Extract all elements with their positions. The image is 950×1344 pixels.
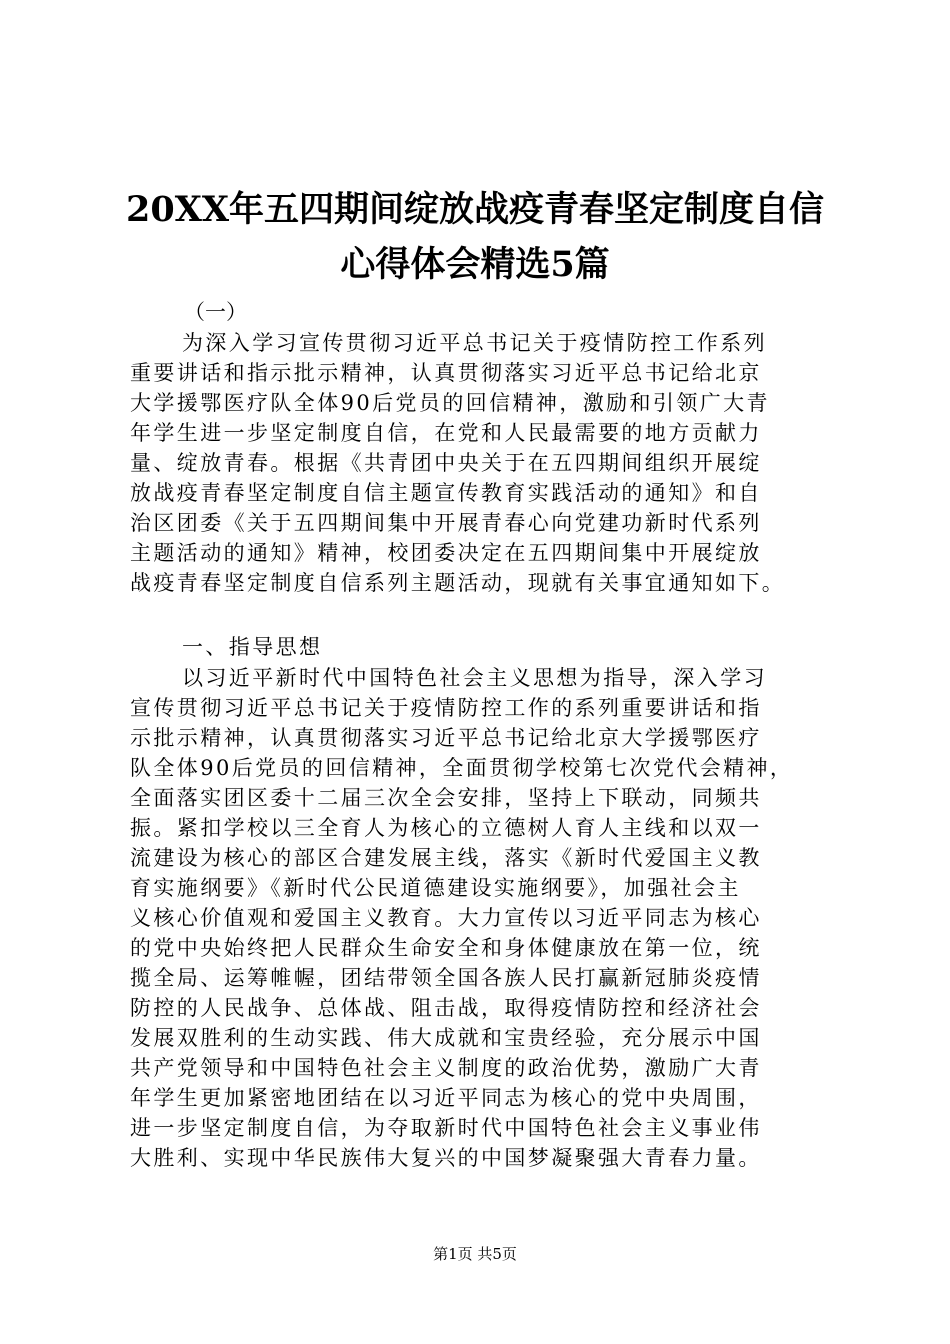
paragraph-line: 量、绽放青春。根据《共青团中央关于在五四期间组织开展绽	[130, 451, 762, 475]
paragraph-line: 进一步坚定制度自信，为夺取新时代中国特色社会主义事业伟	[130, 1116, 762, 1140]
document-title-line-2: 心得体会精选5篇	[340, 244, 610, 285]
section-heading-guiding-ideology: 一、指导思想	[182, 635, 323, 659]
section-marker: （一）	[184, 300, 247, 324]
paragraph-line: 年学生更加紧密地团结在以习近平同志为核心的党中央周围，	[130, 1086, 762, 1110]
paragraph-line: 流建设为核心的部区合建发展主线，落实《新时代爱国主义教	[130, 846, 762, 870]
paragraph-line: 队全体90后党员的回信精神，全面贯彻学校第七次党代会精神，	[130, 756, 794, 780]
paragraph-line: 年学生进一步坚定制度自信，在党和人民最需要的地方贡献力	[130, 421, 762, 445]
paragraph-line: 的党中央始终把人民群众生命安全和身体健康放在第一位，统	[130, 936, 762, 960]
paragraph-line: 主题活动的通知》精神，校团委决定在五四期间集中开展绽放	[130, 541, 762, 565]
paragraph-line: 战疫青春坚定制度自信系列主题活动，现就有关事宜通知如下。	[130, 571, 786, 595]
paragraph-line: 义核心价值观和爱国主义教育。大力宣传以习近平同志为核心	[130, 906, 762, 930]
paragraph-line: 大学援鄂医疗队全体90后党员的回信精神，激励和引领广大青	[130, 391, 770, 415]
paragraph-line: 治区团委《关于五四期间集中开展青春心向党建功新时代系列	[130, 511, 762, 535]
paragraph-line: 以习近平新时代中国特色社会主义思想为指导，深入学习	[182, 666, 767, 690]
paragraph-line: 发展双胜利的生动实践、伟大成就和宝贵经验，充分展示中国	[130, 1026, 762, 1050]
paragraph-guiding-ideology	[130, 663, 850, 1173]
document-title-line-1: 20XX年五四期间绽放战疫青春坚定制度自信	[125, 189, 825, 230]
paragraph-line: 共产党领导和中国特色社会主义制度的政治优势，激励广大青	[130, 1056, 762, 1080]
paragraph-line: 宣传贯彻习近平总书记关于疫情防控工作的系列重要讲话和指	[130, 696, 762, 720]
paragraph-intro	[130, 328, 850, 598]
paragraph-line: 振。紧扣学校以三全育人为核心的立德树人育人主线和以双一	[130, 816, 762, 840]
paragraph-line: 全面落实团区委十二届三次全会安排，坚持上下联动，同频共	[130, 786, 762, 810]
paragraph-line: 示批示精神，认真贯彻落实习近平总书记给北京大学援鄂医疗	[130, 726, 762, 750]
paragraph-line: 育实施纲要》《新时代公民道德建设实施纲要》，加强社会主	[130, 876, 741, 900]
paragraph-line: 防控的人民战争、总体战、阻击战，取得疫情防控和经济社会	[130, 996, 762, 1020]
page-footer: 第1页 共5页	[433, 1245, 517, 1263]
paragraph-line: 揽全局、运筹帷幄，团结带领全国各族人民打赢新冠肺炎疫情	[130, 966, 762, 990]
paragraph-line: 大胜利、实现中华民族伟大复兴的中国梦凝聚强大青春力量。	[130, 1146, 762, 1170]
paragraph-line: 为深入学习宣传贯彻习近平总书记关于疫情防控工作系列	[182, 331, 767, 355]
paragraph-line: 放战疫青春坚定制度自信主题宣传教育实践活动的通知》和自	[130, 481, 762, 505]
paragraph-line: 重要讲话和指示批示精神，认真贯彻落实习近平总书记给北京	[130, 361, 762, 385]
